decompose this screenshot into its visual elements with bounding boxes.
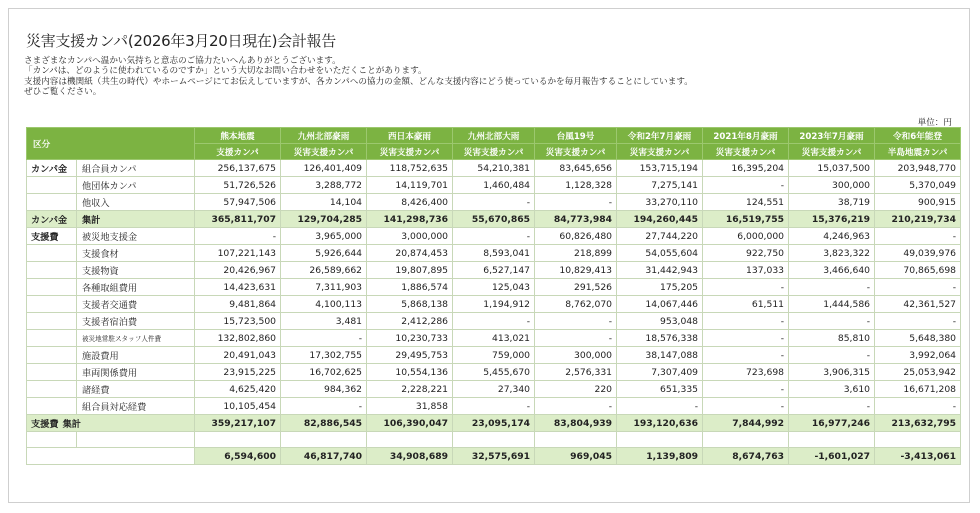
- intro-line: さまざまなカンパへ温かい気持ちと意志のご協力たいへんありがとうございます。: [24, 56, 341, 66]
- intro-text: [24, 56, 693, 98]
- table-row: [27, 398, 961, 415]
- column-subheader: 災害支援カンパ: [535, 144, 617, 160]
- amount-cell: 14,067,446: [617, 296, 703, 313]
- header-row-1: [27, 128, 961, 144]
- amount-cell: 3,906,315: [789, 364, 875, 381]
- amount-cell: 2,228,221: [367, 381, 453, 398]
- amount-cell: -3,413,061: [875, 448, 961, 465]
- amount-cell: 5,926,644: [281, 245, 367, 262]
- amount-cell: 60,826,480: [535, 228, 617, 245]
- amount-cell: 1,886,574: [367, 279, 453, 296]
- amount-cell: 10,554,136: [367, 364, 453, 381]
- amount-cell: 20,426,967: [195, 262, 281, 279]
- amount-cell: 125,043: [453, 279, 535, 296]
- amount-cell: 1,194,912: [453, 296, 535, 313]
- amount-cell: 6,000,000: [703, 228, 789, 245]
- table-row: [27, 160, 961, 177]
- amount-cell: 49,039,976: [875, 245, 961, 262]
- item-label: 施設費用: [77, 347, 195, 364]
- category-cell: [27, 262, 77, 279]
- amount-cell: 46,817,740: [281, 448, 367, 465]
- amount-cell: -: [535, 194, 617, 211]
- item-label: 組合員カンパ: [77, 160, 195, 177]
- amount-cell: 365,811,707: [195, 211, 281, 228]
- expense-total-row: [27, 415, 961, 432]
- item-label: 支援者交通費: [77, 296, 195, 313]
- category-cell: [27, 194, 77, 211]
- total-label: カンパ金: [27, 211, 77, 228]
- amount-cell: -: [789, 347, 875, 364]
- amount-cell: 220: [535, 381, 617, 398]
- amount-cell: 84,773,984: [535, 211, 617, 228]
- item-label: 車両関係費用: [77, 364, 195, 381]
- column-header: 令和6年能登: [875, 128, 961, 144]
- amount-cell: 4,625,420: [195, 381, 281, 398]
- empty-cell: [281, 432, 367, 448]
- amount-cell: -: [703, 177, 789, 194]
- empty-cell: [27, 432, 77, 448]
- category-cell: [27, 347, 77, 364]
- amount-cell: 27,340: [453, 381, 535, 398]
- amount-cell: 6,594,600: [195, 448, 281, 465]
- empty-cell: [535, 432, 617, 448]
- amount-cell: 20,491,043: [195, 347, 281, 364]
- table-row: [27, 313, 961, 330]
- amount-cell: -: [617, 398, 703, 415]
- item-label: 他収入: [77, 194, 195, 211]
- column-subheader: 災害支援カンパ: [703, 144, 789, 160]
- amount-cell: 256,137,675: [195, 160, 281, 177]
- amount-cell: -: [281, 398, 367, 415]
- empty-cell: [789, 432, 875, 448]
- amount-cell: 3,965,000: [281, 228, 367, 245]
- amount-cell: 31,858: [367, 398, 453, 415]
- accounting-table: [26, 127, 961, 465]
- amount-cell: 16,519,755: [703, 211, 789, 228]
- amount-cell: 18,576,338: [617, 330, 703, 347]
- amount-cell: 3,288,772: [281, 177, 367, 194]
- amount-cell: -: [789, 313, 875, 330]
- amount-cell: 137,033: [703, 262, 789, 279]
- amount-cell: 70,865,698: [875, 262, 961, 279]
- amount-cell: -: [535, 313, 617, 330]
- amount-cell: 107,221,143: [195, 245, 281, 262]
- amount-cell: 3,610: [789, 381, 875, 398]
- amount-cell: -: [703, 381, 789, 398]
- amount-cell: 15,376,219: [789, 211, 875, 228]
- amount-cell: 213,632,795: [875, 415, 961, 432]
- amount-cell: -: [535, 330, 617, 347]
- amount-cell: 3,992,064: [875, 347, 961, 364]
- amount-cell: 16,395,204: [703, 160, 789, 177]
- amount-cell: 83,645,656: [535, 160, 617, 177]
- item-label: 他団体カンパ: [77, 177, 195, 194]
- category-cell: カンパ金: [27, 160, 77, 177]
- amount-cell: 1,444,586: [789, 296, 875, 313]
- amount-cell: 15,037,500: [789, 160, 875, 177]
- amount-cell: 17,302,755: [281, 347, 367, 364]
- amount-cell: 85,810: [789, 330, 875, 347]
- table-row: [27, 364, 961, 381]
- amount-cell: 900,915: [875, 194, 961, 211]
- amount-cell: 106,390,047: [367, 415, 453, 432]
- amount-cell: 291,526: [535, 279, 617, 296]
- amount-cell: 8,674,763: [703, 448, 789, 465]
- amount-cell: 54,055,604: [617, 245, 703, 262]
- amount-cell: 16,702,625: [281, 364, 367, 381]
- amount-cell: -: [281, 330, 367, 347]
- amount-cell: 15,723,500: [195, 313, 281, 330]
- category-cell: [27, 245, 77, 262]
- amount-cell: 16,977,246: [789, 415, 875, 432]
- amount-cell: 42,361,527: [875, 296, 961, 313]
- empty-cell: [875, 432, 961, 448]
- amount-cell: -: [703, 347, 789, 364]
- amount-cell: 51,726,526: [195, 177, 281, 194]
- amount-cell: -: [703, 313, 789, 330]
- balance-row: [27, 448, 961, 465]
- amount-cell: 132,802,860: [195, 330, 281, 347]
- amount-cell: 1,128,328: [535, 177, 617, 194]
- amount-cell: 723,698: [703, 364, 789, 381]
- header-category: 区分: [27, 128, 195, 160]
- amount-cell: 218,899: [535, 245, 617, 262]
- amount-cell: 2,412,286: [367, 313, 453, 330]
- column-header: 熊本地震: [195, 128, 281, 144]
- amount-cell: 3,466,640: [789, 262, 875, 279]
- amount-cell: 413,021: [453, 330, 535, 347]
- amount-cell: -: [875, 398, 961, 415]
- amount-cell: 4,100,113: [281, 296, 367, 313]
- amount-cell: 8,762,070: [535, 296, 617, 313]
- item-label: 支援物資: [77, 262, 195, 279]
- amount-cell: 32,575,691: [453, 448, 535, 465]
- amount-cell: 300,000: [789, 177, 875, 194]
- amount-cell: 984,362: [281, 381, 367, 398]
- amount-cell: 210,219,734: [875, 211, 961, 228]
- amount-cell: 1,460,484: [453, 177, 535, 194]
- amount-cell: 175,205: [617, 279, 703, 296]
- amount-cell: -: [453, 228, 535, 245]
- amount-cell: 5,868,138: [367, 296, 453, 313]
- amount-cell: 300,000: [535, 347, 617, 364]
- amount-cell: 82,886,545: [281, 415, 367, 432]
- amount-cell: -: [789, 279, 875, 296]
- column-subheader: 災害支援カンパ: [789, 144, 875, 160]
- amount-cell: 19,807,895: [367, 262, 453, 279]
- item-label: 支援食材: [77, 245, 195, 262]
- table-row: [27, 177, 961, 194]
- amount-cell: 7,311,903: [281, 279, 367, 296]
- amount-cell: 4,246,963: [789, 228, 875, 245]
- amount-cell: 129,704,285: [281, 211, 367, 228]
- total-sublabel: 集計: [77, 211, 195, 228]
- column-subheader: 半島地震カンパ: [875, 144, 961, 160]
- amount-cell: 31,442,943: [617, 262, 703, 279]
- amount-cell: 5,455,670: [453, 364, 535, 381]
- amount-cell: -: [703, 398, 789, 415]
- amount-cell: 8,593,041: [453, 245, 535, 262]
- amount-cell: -: [195, 228, 281, 245]
- category-cell: [27, 296, 77, 313]
- empty-cell: [367, 432, 453, 448]
- category-cell: 支援費: [27, 228, 77, 245]
- amount-cell: 61,511: [703, 296, 789, 313]
- amount-cell: -: [535, 398, 617, 415]
- table-row: [27, 194, 961, 211]
- amount-cell: -: [703, 279, 789, 296]
- amount-cell: 9,481,864: [195, 296, 281, 313]
- amount-cell: 3,481: [281, 313, 367, 330]
- table-body: [27, 160, 961, 465]
- column-subheader: 災害支援カンパ: [617, 144, 703, 160]
- amount-cell: 14,119,701: [367, 177, 453, 194]
- category-cell: [27, 398, 77, 415]
- empty-cell: [617, 432, 703, 448]
- amount-cell: 23,095,174: [453, 415, 535, 432]
- amount-cell: -: [453, 398, 535, 415]
- amount-cell: 118,752,635: [367, 160, 453, 177]
- table-row: [27, 347, 961, 364]
- amount-cell: 7,275,141: [617, 177, 703, 194]
- amount-cell: 38,147,088: [617, 347, 703, 364]
- amount-cell: 54,210,381: [453, 160, 535, 177]
- amount-cell: 969,045: [535, 448, 617, 465]
- amount-cell: 2,576,331: [535, 364, 617, 381]
- amount-cell: 27,744,220: [617, 228, 703, 245]
- amount-cell: 83,804,939: [535, 415, 617, 432]
- amount-cell: 10,829,413: [535, 262, 617, 279]
- amount-cell: 3,823,322: [789, 245, 875, 262]
- total-label-sub: 集計: [62, 419, 81, 430]
- intro-line: ぜひご覧ください。: [24, 87, 102, 98]
- empty-cell: [703, 432, 789, 448]
- amount-cell: 23,915,225: [195, 364, 281, 381]
- amount-cell: 124,551: [703, 194, 789, 211]
- amount-cell: -: [453, 313, 535, 330]
- amount-cell: 1,139,809: [617, 448, 703, 465]
- unit-label: 単位：円: [917, 118, 952, 128]
- table-row: [27, 228, 961, 245]
- amount-cell: 10,105,454: [195, 398, 281, 415]
- amount-cell: 5,648,380: [875, 330, 961, 347]
- column-subheader: 支援カンパ: [195, 144, 281, 160]
- table-row: [27, 245, 961, 262]
- empty-cell: [27, 448, 195, 465]
- total-label-main: 支援費: [31, 419, 59, 430]
- amount-cell: 34,908,689: [367, 448, 453, 465]
- item-label: 諸経費: [77, 381, 195, 398]
- amount-cell: 8,426,400: [367, 194, 453, 211]
- amount-cell: 14,104: [281, 194, 367, 211]
- amount-cell: 20,874,453: [367, 245, 453, 262]
- table-row: [27, 262, 961, 279]
- amount-cell: 194,260,445: [617, 211, 703, 228]
- table-row: [27, 381, 961, 398]
- amount-cell: 193,120,636: [617, 415, 703, 432]
- amount-cell: -: [875, 228, 961, 245]
- amount-cell: 759,000: [453, 347, 535, 364]
- column-header: 西日本豪雨: [367, 128, 453, 144]
- amount-cell: 651,335: [617, 381, 703, 398]
- amount-cell: 141,298,736: [367, 211, 453, 228]
- amount-cell: 203,948,770: [875, 160, 961, 177]
- amount-cell: 38,719: [789, 194, 875, 211]
- amount-cell: 922,750: [703, 245, 789, 262]
- column-header: 九州北部大雨: [453, 128, 535, 144]
- category-cell: [27, 177, 77, 194]
- item-label: 被災地支援金: [77, 228, 195, 245]
- item-label: 被災地常駐スタッフ人件費: [77, 330, 195, 347]
- amount-cell: 153,715,194: [617, 160, 703, 177]
- amount-cell: 953,048: [617, 313, 703, 330]
- amount-cell: 359,217,107: [195, 415, 281, 432]
- amount-cell: 57,947,506: [195, 194, 281, 211]
- amount-cell: 6,527,147: [453, 262, 535, 279]
- table-row: [27, 296, 961, 313]
- table-row: [27, 330, 961, 347]
- amount-cell: 16,671,208: [875, 381, 961, 398]
- total-label: [27, 415, 195, 432]
- item-label: 各種取組費用: [77, 279, 195, 296]
- amount-cell: -: [703, 330, 789, 347]
- amount-cell: 126,401,409: [281, 160, 367, 177]
- column-header: 台風19号: [535, 128, 617, 144]
- amount-cell: 33,270,110: [617, 194, 703, 211]
- empty-cell: [77, 432, 195, 448]
- category-cell: [27, 330, 77, 347]
- amount-cell: 5,370,049: [875, 177, 961, 194]
- category-cell: [27, 381, 77, 398]
- page-title: 災害支援カンパ(2026年3月20日現在)会計報告: [26, 32, 336, 50]
- table-row: [27, 279, 961, 296]
- amount-cell: 10,230,733: [367, 330, 453, 347]
- category-cell: [27, 313, 77, 330]
- amount-cell: -: [453, 194, 535, 211]
- amount-cell: -: [789, 398, 875, 415]
- amount-cell: 3,000,000: [367, 228, 453, 245]
- column-header: 九州北部豪雨: [281, 128, 367, 144]
- amount-cell: -: [875, 313, 961, 330]
- amount-cell: 7,307,409: [617, 364, 703, 381]
- amount-cell: -: [875, 279, 961, 296]
- empty-cell: [453, 432, 535, 448]
- amount-cell: 26,589,662: [281, 262, 367, 279]
- category-cell: [27, 279, 77, 296]
- amount-cell: -1,601,027: [789, 448, 875, 465]
- empty-cell: [195, 432, 281, 448]
- column-header: 2021年8月豪雨: [703, 128, 789, 144]
- column-subheader: 災害支援カンパ: [453, 144, 535, 160]
- income-total-row: [27, 211, 961, 228]
- amount-cell: 25,053,942: [875, 364, 961, 381]
- category-cell: [27, 364, 77, 381]
- item-label: 支援者宿泊費: [77, 313, 195, 330]
- item-label: 組合員対応経費: [77, 398, 195, 415]
- amount-cell: 29,495,753: [367, 347, 453, 364]
- column-subheader: 災害支援カンパ: [281, 144, 367, 160]
- column-header: 2023年7月豪雨: [789, 128, 875, 144]
- spacer-row: [27, 432, 961, 448]
- intro-line: 支援内容は機関紙（共生の時代）やホームページにてお伝えしていますが、各カンパへの協力の金額、どんな支援内容にどう使っているかを毎月報告することにしています。: [24, 76, 693, 87]
- amount-cell: 14,423,631: [195, 279, 281, 296]
- amount-cell: 7,844,992: [703, 415, 789, 432]
- column-subheader: 災害支援カンパ: [367, 144, 453, 160]
- intro-line: 「カンパは、どのように使われているのですか」という大切なお問い合わせをいただくことがあります。: [24, 66, 427, 77]
- amount-cell: 55,670,865: [453, 211, 535, 228]
- column-header: 令和2年7月豪雨: [617, 128, 703, 144]
